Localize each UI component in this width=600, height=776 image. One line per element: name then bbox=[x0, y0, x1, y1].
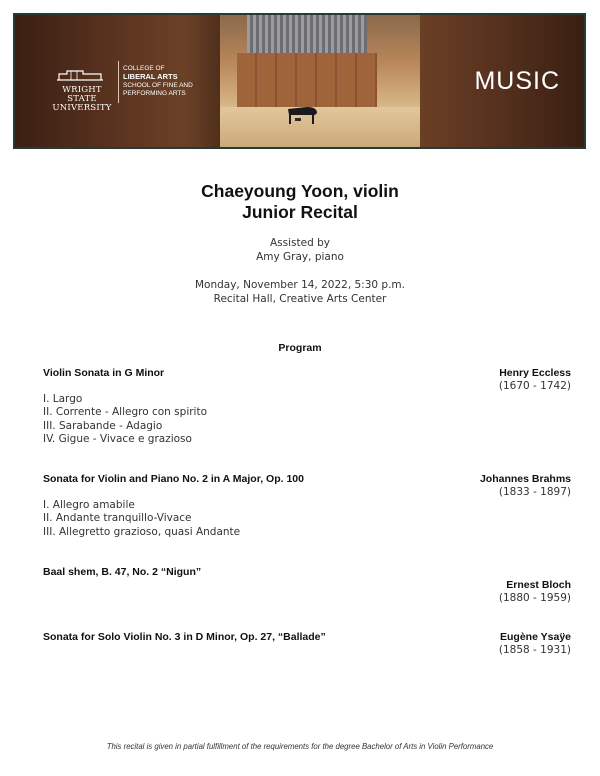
movement: II. Andante tranquillo-Vivace bbox=[43, 512, 192, 525]
university-name-line1: WRIGHT STATE bbox=[62, 85, 102, 104]
assistant-name: Amy Gray, piano bbox=[256, 251, 344, 263]
stage-floor bbox=[220, 107, 420, 149]
logo-building-icon bbox=[57, 68, 103, 82]
composer-dates: (1833 - 1897) bbox=[498, 486, 571, 498]
college-line1: COLLEGE OF bbox=[123, 65, 165, 72]
composer-name: Henry Eccless bbox=[499, 367, 571, 379]
college-line4: PERFORMING ARTS bbox=[123, 90, 186, 97]
program-heading: Program bbox=[278, 342, 322, 354]
university-name bbox=[51, 86, 113, 113]
university-logo bbox=[51, 67, 113, 113]
logo-divider bbox=[118, 61, 119, 103]
date-time: Monday, November 14, 2022, 5:30 p.m. bbox=[194, 279, 405, 291]
college-line3: SCHOOL OF FINE AND bbox=[123, 82, 193, 89]
recital-title bbox=[0, 181, 600, 223]
composer-dates: (1880 - 1959) bbox=[498, 592, 571, 604]
piece-title: Baal shem, B. 47, No. 2 “Nigun” bbox=[43, 566, 202, 578]
piece-title: Sonata for Solo Violin No. 3 in D Minor, Op. 27, “Ballade” bbox=[43, 631, 326, 643]
header-banner bbox=[13, 13, 586, 149]
composer-dates: (1858 - 1931) bbox=[498, 644, 571, 656]
recital-type: Junior Recital bbox=[242, 202, 358, 222]
college-line2: LIBERAL ARTS bbox=[123, 72, 178, 81]
movement: III. Sarabande - Adagio bbox=[43, 419, 163, 432]
movement: II. Corrente - Allegro con spirito bbox=[43, 406, 208, 419]
composer-name: Johannes Brahms bbox=[479, 473, 571, 485]
assisted-by-block bbox=[0, 236, 600, 264]
venue: Recital Hall, Creative Arts Center bbox=[213, 293, 387, 305]
performer-line: Chaeyoung Yoon, violin bbox=[201, 181, 399, 201]
piece-title: Sonata for Violin and Piano No. 2 in A Major, Op. 100 bbox=[43, 473, 304, 485]
movement: I. Largo bbox=[43, 393, 83, 405]
composer-name: Eugène Ysaÿe bbox=[499, 631, 571, 643]
composer-name: Ernest Bloch bbox=[506, 579, 571, 591]
movement: I. Allegro amabile bbox=[43, 499, 135, 511]
date-venue-block bbox=[0, 278, 600, 306]
piece-title: Violin Sonata in G Minor bbox=[43, 367, 165, 379]
composer-dates: (1670 - 1742) bbox=[498, 380, 571, 392]
movement-list bbox=[43, 499, 240, 539]
college-name bbox=[123, 65, 193, 98]
department-title: MUSIC bbox=[474, 67, 560, 95]
movement: III. Allegretto grazioso, quasi Andante bbox=[43, 525, 241, 538]
assisted-label: Assisted by bbox=[270, 237, 330, 249]
grand-piano-icon bbox=[285, 103, 319, 125]
movement: IV. Gigue - Vivace e grazioso bbox=[43, 433, 192, 446]
university-name-line2: UNIVERSITY bbox=[52, 103, 112, 113]
degree-footnote: This recital is given in partial fulfillment of the requirements for the degree Bachelor of Arts in Violin Performance bbox=[106, 742, 494, 751]
movement-list bbox=[43, 393, 207, 447]
